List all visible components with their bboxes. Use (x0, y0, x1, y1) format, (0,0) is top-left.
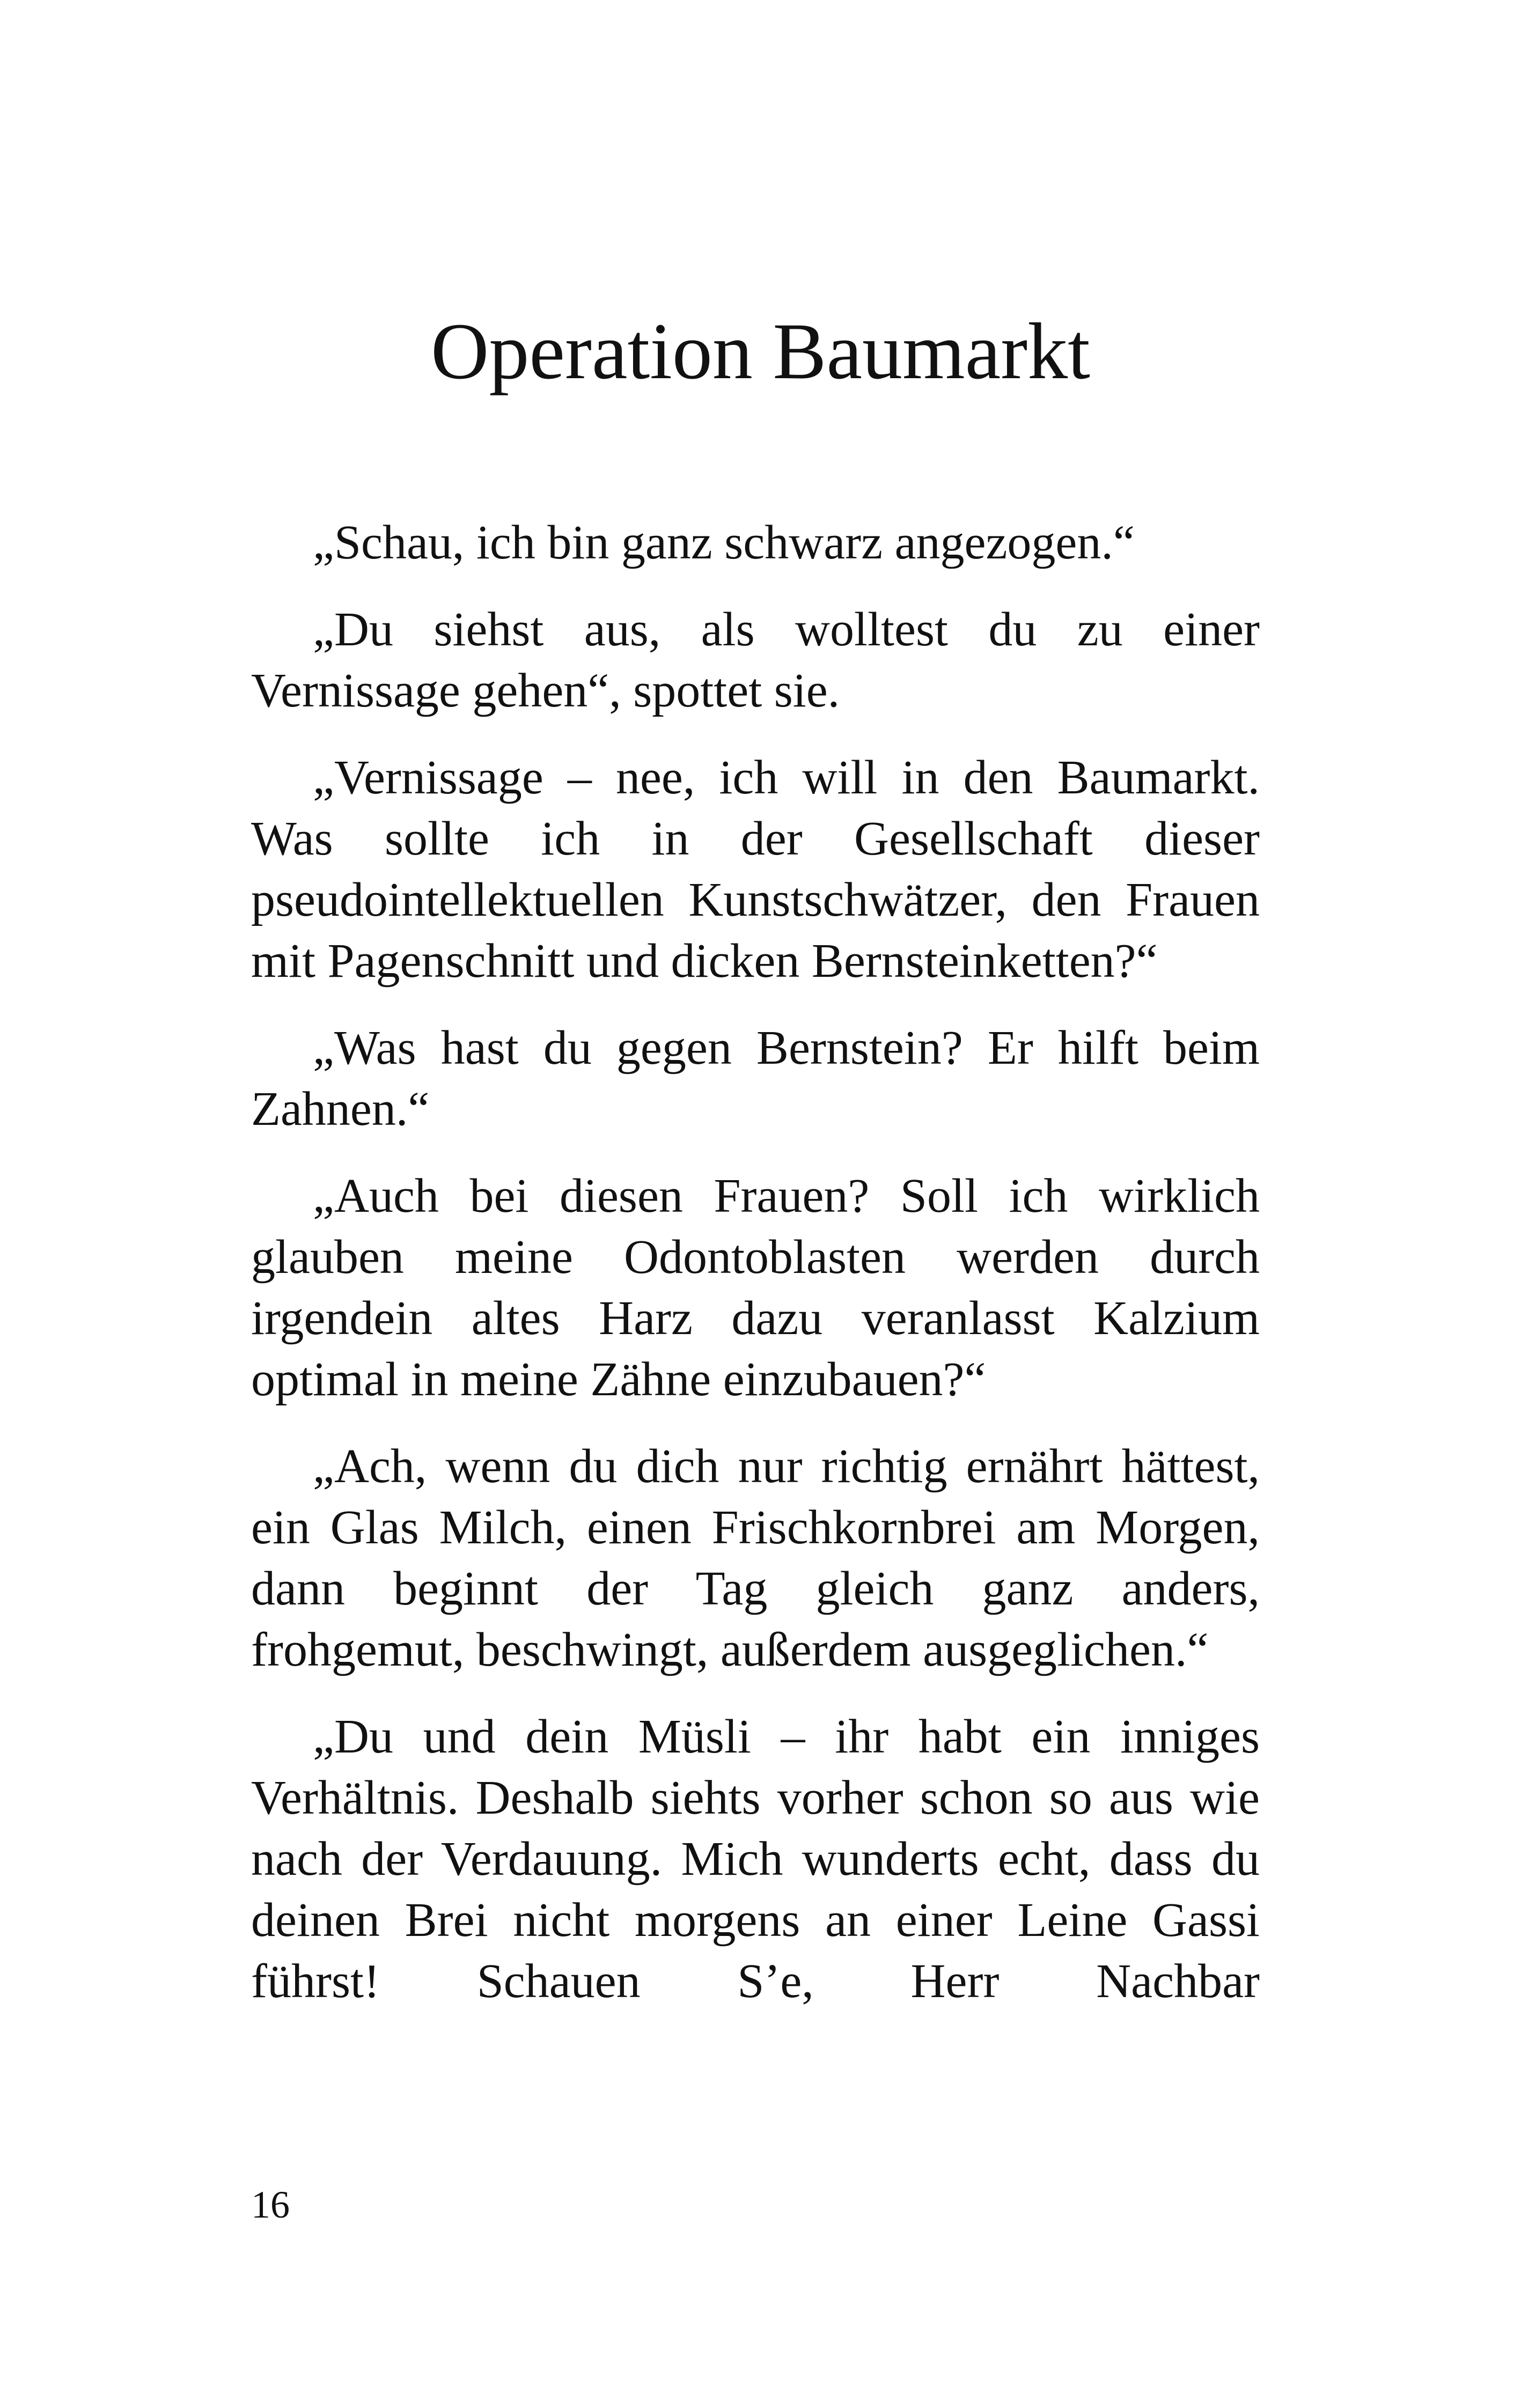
chapter-body (251, 512, 1260, 2012)
dialogue-paragraph: „Du siehst aus, als wolltest du zu einer Vernissage gehen“, spottet sie. (251, 603, 1260, 717)
dialogue-paragraph: „Ach, wenn du dich nur richtig ernährt hättest, ein Glas Milch, einen Frischkornbrei am Morgen, dann beginnt der Tag gleich ganz anders, frohgemut, beschwingt, außerdem ausgeglichen.“ (251, 1440, 1260, 1676)
dialogue-paragraph: „Vernissage – nee, ich will in den Baumarkt. Was sollte ich in der Gesellschaft dieser pseudointellektuellen Kunstschwätzer, den Frauen mit Pagenschnitt und dicken Bernsteinketten?“ (251, 751, 1260, 988)
dialogue-paragraph: „Schau, ich bin ganz schwarz angezogen.“ (313, 516, 1135, 569)
dialogue-paragraph: „Du und dein Müsli – ihr habt ein inniges Verhältnis. Deshalb siehts vorher schon so aus wie nach der Verdauung. Mich wunderts echt, dass du deinen Brei nicht morgens an einer Leine Gassi führst! Schauen S’e, Herr Nachbar (251, 1710, 1260, 2008)
dialogue-paragraph: „Auch bei diesen Frauen? Soll ich wirklich glauben meine Odontoblasten werden durch irgendein altes Harz dazu veranlasst Kalzium optimal in meine Zähne einzubauen?“ (251, 1169, 1260, 1406)
dialogue-paragraph: „Was hast du gegen Bernstein? Er hilft beim Zahnen.“ (251, 1021, 1260, 1136)
page-number: 16 (251, 2183, 290, 2226)
chapter-title: Operation Baumarkt (431, 307, 1090, 396)
